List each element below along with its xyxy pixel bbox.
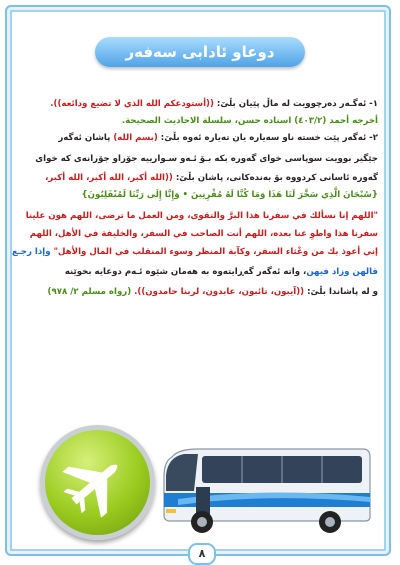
text-line [22, 96, 378, 113]
text-segment: وإذا رجـع [11, 247, 51, 257]
text-segment: پاشان ئەگەر [58, 133, 114, 143]
text-segment: ١- ئەگـەر دەرچوویت لە ماڵ پێیان بڵێ: [213, 99, 378, 109]
text-line [22, 208, 378, 225]
page-number: ٨ [188, 543, 216, 565]
text-line [22, 130, 378, 147]
text-line [22, 264, 378, 281]
text-segment: قالهن وزاد فيهن [306, 267, 378, 277]
text-line [22, 187, 378, 204]
text-line [22, 113, 378, 130]
text-segment: (رواه مسلم ٢/ ٩٧٨) [47, 287, 132, 297]
text-segment: (بسم الله) [113, 133, 158, 143]
airplane-icon [45, 430, 150, 535]
airplane-badge [40, 425, 155, 540]
text-segment: {سُبْحَانَ الَّذِي سَخَّرَ لَنَا هَذَا وَمَا كُنَّا لَهُ مُقْرِنِينَ • وَإِنَّا إِلَى رَبِّنَا لَمُنْقَلِبُونَ} [81, 190, 378, 200]
text-line [22, 170, 378, 187]
text-line [22, 284, 378, 301]
text-segment: جێگیر بوویت سوپاسی خوای گەورە بکە بـۆ ئـەو سـوارییە جۆراو جۆرانەی کە خوای [35, 154, 378, 164]
text-segment: ((أستودعكم الله الذي لا تضيع ودائعه)). [50, 99, 214, 109]
bus-illustration [158, 447, 373, 537]
text-segment: و لە پاشاندا بڵێ: [304, 287, 378, 297]
text-segment: ((آيبون، تائبون، عابدون، لربنا حامدون)). [131, 287, 305, 297]
text-segment: "اللهم إنا نسألك في سفرنا هذا البرَّ والتقوى، ومن العمل ما ترضى، اللهم هون علينا [25, 211, 378, 221]
text-segment: ٢- ئەگەر پێت خستە ناو سەیارە یان تەیارە ئەوە بڵێ: [157, 133, 378, 143]
page-title: دوعاو ئادابی سەفەر [95, 37, 305, 67]
text-segment: ، واتە ئەگەر گەڕایتەوە بە هەمان شێوە ئـەم دوعایە بخوێنە [64, 267, 307, 277]
text-segment: سفرنا هذا واطوِ عنا بعده، اللهم أنت الصاحب في السفر، والخليفة في الأهل، اللهم [29, 229, 378, 239]
text-segment: ((الله أكبر، الله أكبر، الله أكبر، [45, 173, 173, 183]
text-line [11, 244, 378, 261]
text-segment: إني أعوذ بك من وعْثاء السفر، وكآبة المنظر وسوء المنقلب في المال والأهل" [50, 247, 378, 257]
text-line [22, 151, 378, 168]
text-segment: گەورە ئاسانی کردووە بۆ بەندەکانی، پاشان بڵێ: [172, 173, 378, 183]
text-line [22, 226, 378, 243]
text-segment: أخرجه أحمد (٤٠٣/٢) اسناده حسن، سلسلة الاحاديث الصحيحة. [121, 116, 378, 126]
